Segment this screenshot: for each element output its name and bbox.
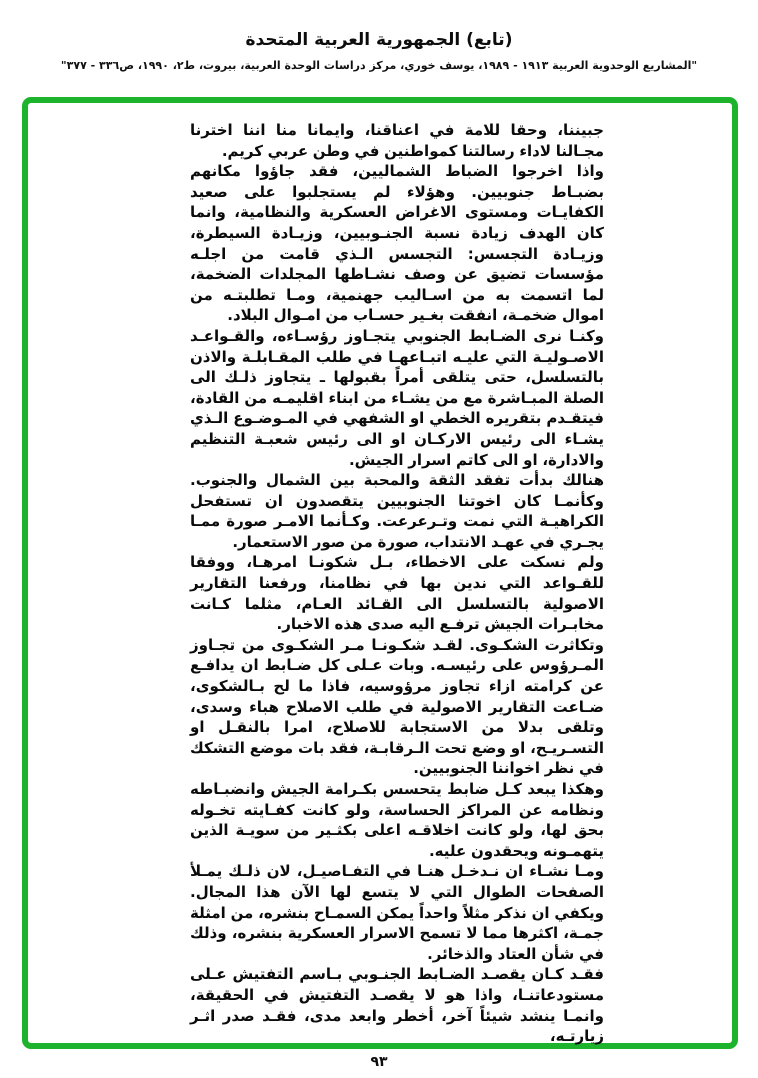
body-paragraph: جبيننا، وحقا للامة في اعناقنا، وايمانا منا اننا اخترنا مجـالنا لاداء رسالتنا كمواطنين في وطن عربي كريم. xyxy=(190,121,604,160)
body-paragraph: وكنـا نرى الضـابط الجنوبي يتجـاوز رؤسـاءه، والقـواعـد الاصـوليـة التي عليـه اتبـاعهـا في طلب المقـابلـة والاذن بالتسلسل، حتى يتلقى أمراً بقبولها ـ يتجاوز ذلـك الى الصلة المبـاشرة مع من يشـاء من ابناء اقليمـه من القادة، فيتقـدم بتقريره الخطي او الشفهي في المـوضـوع الـذي يشـاء الى رئيس الاركـان او الى رئيس شعبـة التنظيم والادارة، او الى كاتم اسرار الجيش. xyxy=(190,326,604,469)
document-title: (تابع) الجمهورية العربية المتحدة xyxy=(245,30,513,50)
body-paragraph: هنالك بدأت تفقد الثقة والمحبة بين الشمال والجنوب. وكأنمـا كان اخوتنا الجنوبيين يتقصدون ان تستفحل الكراهيـة التي نمت وتـرعرعت. وكـأنما الامـر صورة ممـا يجـري في عهـد الانتداب، صورة من صور الاستعمار. xyxy=(190,471,604,551)
source-citation: "المشاريع الوحدوية العربية ١٩١٣ - ١٩٨٩، يوسف خوري، مركز دراسات الوحدة العربية، بيروت، ط٢، ١٩٩٠، ص٣٣٦ - ٣٧٧" xyxy=(60,59,698,72)
body-paragraph: وتكاثرت الشكـوى. لقـد شكـونـا مـر الشكـوى من تجـاوز المـرؤوس على رئيسـه. وبات عـلى كل ضـابط ان يدافـع عن كرامته ازاء تجاوز مرؤوسيه، فاذا ما لح بـالشكوى، ضـاعت التقارير الاصولية في طلب الاصلاح هباء وسدى، وتلقى بدلا من الاستجابة للاصلاح، امرا بالنقـل او التسـريـح، او وضع تحت الـرقابـة، فقد بات موضع التشكك في نظر اخواننا الجنوبيين. xyxy=(190,635,604,778)
page-header xyxy=(0,30,758,72)
body-paragraph: فقـد كـان يقصـد الضـابط الجنـوبي بـاسم التفتيش عـلى مستودعاتنـا، واذا هو لا يقصـد التفتيش في الحقيقة، وانمـا ينشد شيئاً آخر، أخطر وابعد مدى، فقـد صدر اثـر زيارتـه، xyxy=(190,965,604,1046)
green-border-frame xyxy=(22,97,738,1049)
body-paragraph: واذا اخرجوا الضباط الشماليين، فقد جاؤوا مكانهم بضبـاط جنوبيين. وهؤلاء لم يستجلبوا على صعيد الكفايـات ومستوى الاغراض العسكرية والنظامية، وانما كان الهدف زيادة نسبة الجنـوبيين، وزيـادة السيطرة، وزيـادة التجسس: التجسس الـذي قامت من اجلـه مؤسسات تضيق عن وصف نشـاطها المجلدات الضخمة، لما اتسمت به من اسـاليب جهنمية، ومـا تطلبتـه من اموال ضخمـة، انفقت بغـير حسـاب من امـوال البلاد. xyxy=(190,162,604,325)
body-text-column xyxy=(190,120,604,1047)
page-footer xyxy=(0,1054,758,1070)
body-paragraph: ولم نسكت على الاخطاء، بـل شكونـا امرهـا، ووفقا للقـواعد التي ندين بها في نظامنا، ورفعنا التقارير الاصولية بالتسلسل الى القـائد العـام، مثلما كـانت مخابـرات الجيش ترفـع اليه صدى هذه الاخبار. xyxy=(190,553,604,634)
body-paragraph: وهكذا يبعد كـل ضابط يتحسس بكـرامة الجيش وانضبـاطه ونظامه عن المراكز الحساسة، ولو كانت كفـايته تخـوله بحق لها، ولو كانت اخلاقـه اعلى بكثـير من سويـة الذين يتهمـونه ويحقدون عليه. xyxy=(190,780,604,860)
body-paragraph: ومـا نشـاء ان نـدخـل هنـا في التفـاصيـل، لان ذلـك يمـلأ الصفحات الطوال التي لا يتسع لها الآن هذا المجال. ويكفي ان نذكر مثلاً واحداً يمكن السمـاح بنشره، من امثلة جمـة، اكثرها مما لا تسمح الاسرار العسكرية بنشره، وذلك في شأن العتاد والذخائر. xyxy=(190,862,604,963)
page-number: ٩٣ xyxy=(370,1054,388,1070)
